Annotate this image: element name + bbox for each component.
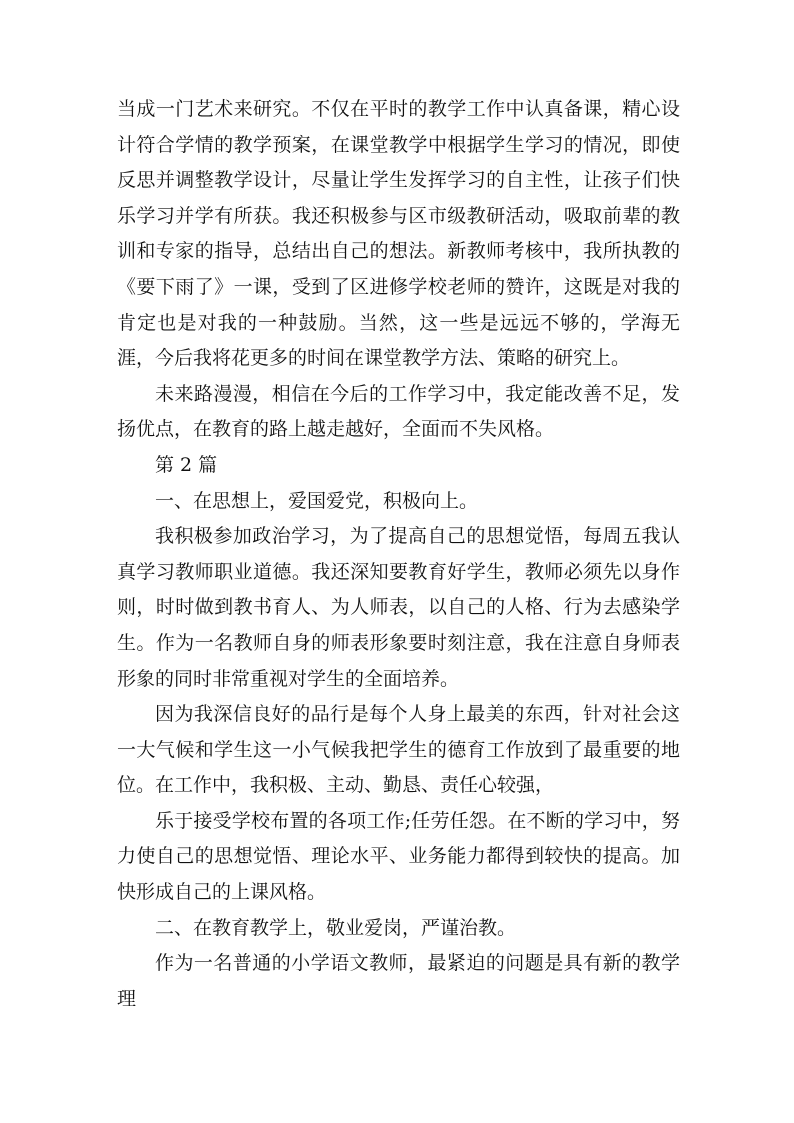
- paragraph-continued: 当成一门艺术来研究。不仅在平时的教学工作中认真备课，精心设计符合学情的教学预案，在课堂教学中根据学生学习的情况，即使反思并调整教学设计，尽量让学生发挥学习的自主性，让孩子们快乐学习并学有所获。我还积极参与区市级教研活动，吸取前辈的教训和专家的指导，总结出自己的想法。新教师考核中，我所执教的《要下雨了》一课，受到了区进修学校老师的赞许，这既是对我的肯定也是对我的一种鼓励。当然，这一些是远远不够的，学海无涯，今后我将花更多的时间在课堂教学方法、策略的研究上。: [117, 98, 680, 370]
- paragraph-political-study: 我积极参加政治学习，为了提高自己的思想觉悟，每周五我认真学习教师职业道德。我还深知要教育好学生，教师必须先以身作则，时时做到教书育人、为人师表，以自己的人格、行为去感染学生。作为一名教师自身的师表形象要时刻注意，我在注意自身师表形象的同时非常重视对学生的全面培养。: [117, 525, 680, 690]
- paragraph-teaching-concept: 作为一名普通的小学语文教师，最紧迫的问题是具有新的教学理: [117, 952, 680, 1010]
- paragraph-work-attitude: 乐于接受学校布置的各项工作;任劳任怨。在不断的学习中，努力使自己的思想觉悟、理论水平、业务能力都得到较快的提高。加快形成自己的上课风格。: [117, 809, 680, 904]
- paragraph-moral-education: 因为我深信良好的品行是每个人身上最美的东西，针对社会这一大气候和学生这一小气候我把学生的德育工作放到了最重要的地位。在工作中，我积极、主动、勤恳、责任心较强，: [117, 703, 680, 797]
- document-body: [117, 92, 680, 1017]
- section-heading-part-2: 第 2 篇: [155, 453, 218, 476]
- subheading-ideology: 一、在思想上，爱国爱党，积极向上。: [155, 489, 479, 512]
- paragraph-future-outlook: 未来路漫漫，相信在今后的工作学习中，我定能改善不足，发扬优点，在教育的路上越走越好，全面而不失风格。: [117, 382, 680, 441]
- subheading-teaching: 二、在教育教学上，敬业爱岗，严谨治教。: [155, 916, 517, 939]
